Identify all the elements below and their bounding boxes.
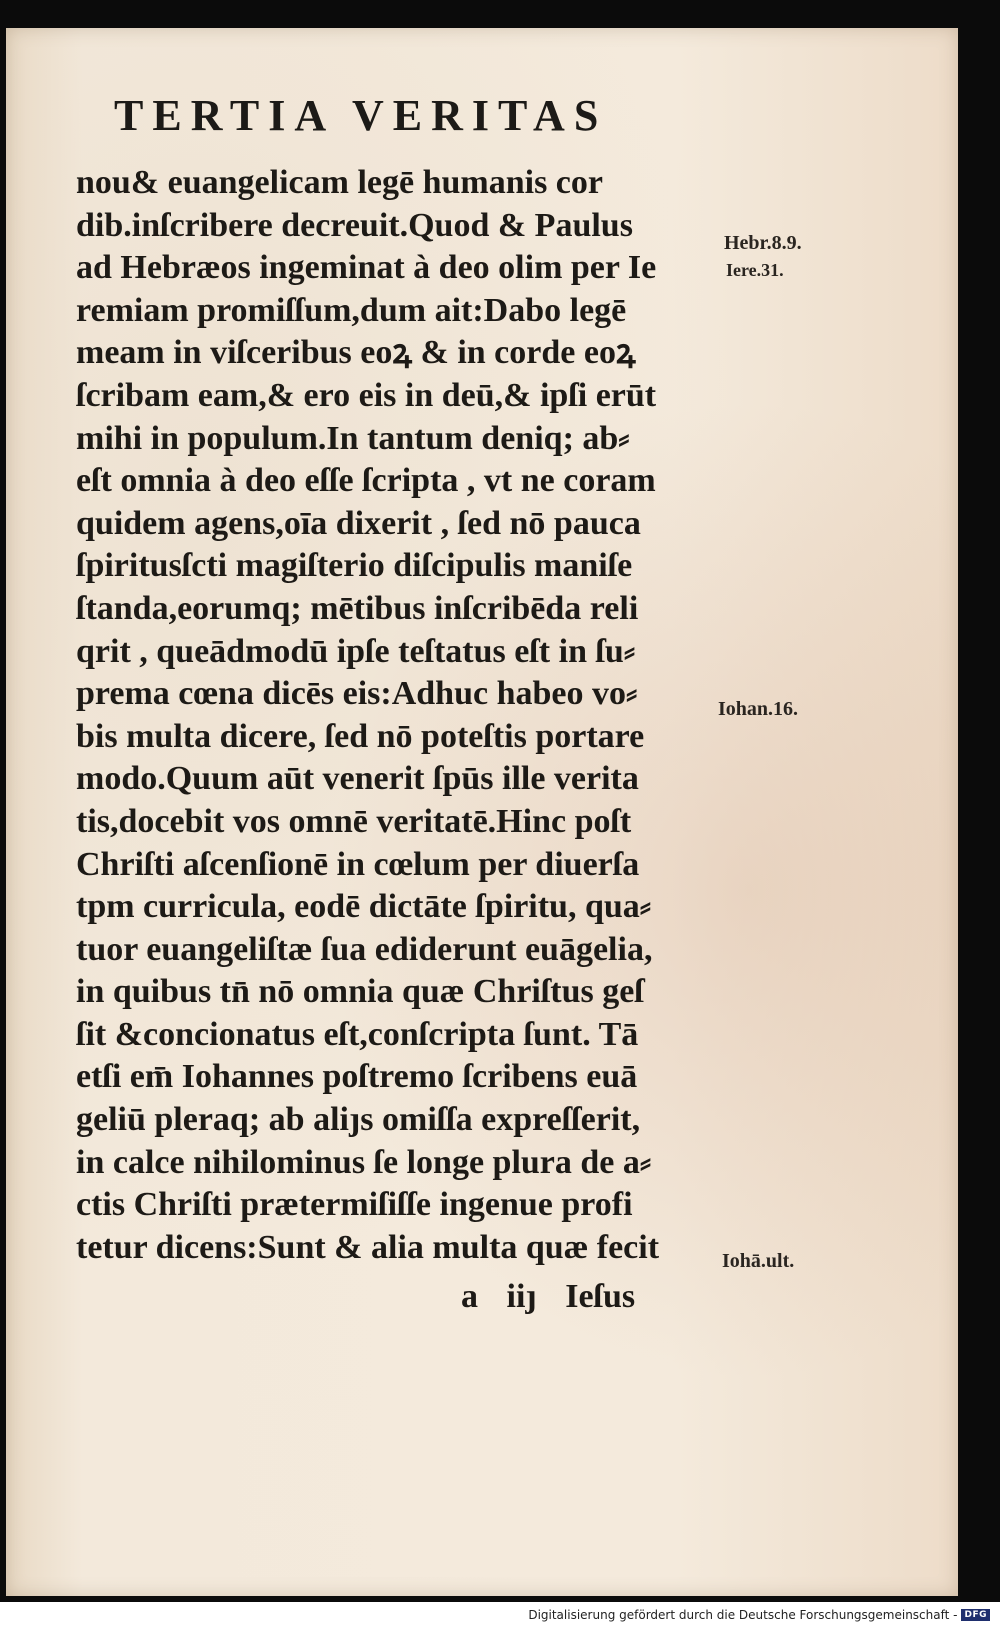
text-line: ad Hebræos ingeminat à deo olim per Ie: [76, 249, 657, 287]
text-line: modo.Quum aūt venerit ſpūs ille verita: [76, 760, 639, 798]
margin-note-iohan16: Iohan.16.: [718, 698, 799, 720]
text-line: in quibus tn̄ nō omnia quæ Chriſtus geſ: [76, 973, 644, 1011]
text-line: remiam promiſſum,dum ait:Dabo legē: [76, 291, 627, 329]
dfg-logo: DFG: [961, 1609, 990, 1621]
text-line: etſi em̄ Iohannes poſtremo ſcribens euā: [76, 1058, 638, 1096]
text-line: ſpiritusſcti magiſterio diſcipulis maniſe: [76, 547, 633, 585]
text-line: tis,docebit vos omnē veritatē.Hinc poſt: [76, 802, 632, 840]
text-line: tetur dicens:Sunt & alia multa quæ fecit: [76, 1228, 660, 1266]
text-line: bis multa dicere, ſed nō poteſtis portare: [76, 717, 645, 755]
text-line: quidem agens,oīa dixerit , ſed nō pauca: [76, 504, 641, 542]
margin-note-hebr: Hebr.8.9.: [724, 232, 802, 254]
text-line: ſit &concionatus eſt,conſcripta ſunt. Tā: [76, 1015, 639, 1053]
text-line: eſt omnia à deo eſſe ſcripta , vt ne coram: [76, 462, 656, 500]
text-line: tpm curricula, eodē dictāte ſpiritu, qua⸗: [76, 888, 652, 926]
book-page: [6, 28, 958, 1596]
body-text: [76, 162, 696, 1269]
text-line: meam in viſceribus eoꝝ & in corde eoꝝ: [76, 334, 636, 372]
catchwords: a iiȷ Ieſus: [461, 1278, 636, 1315]
margin-note-iere: Iere.31.: [726, 260, 784, 280]
text-line: tuor euangeliſtæ ſua ediderunt euāgelia,: [76, 930, 653, 968]
margin-note-iohult: Iohā.ult.: [722, 1250, 795, 1272]
text-line: mihi in populum.In tantum deniq; ab⸗: [76, 419, 630, 457]
running-head: TERTIA VERITAS: [114, 91, 608, 140]
digitization-footer: [528, 1608, 990, 1622]
text-line: prema cœna dicēs eis:Adhuc habeo vo⸗: [76, 675, 638, 713]
text-line: ſtanda,eorumq; mētibus inſcribēda reli: [76, 589, 639, 627]
text-line: qrit , queādmodū ipſe teſtatus eſt in ſu⸗: [76, 632, 636, 670]
text-line: geliū pleraq; ab aliȷs omiſſa expreſſerit,: [76, 1101, 641, 1139]
footer-text: Digitalisierung gefördert durch die Deutsche Forschungsgemeinschaft -: [528, 1608, 958, 1622]
text-line: ctis Chriſti prætermiſiſſe ingenue profi: [76, 1186, 633, 1224]
text-line: Chriſti aſcenſionē in cœlum per diuerſa: [76, 845, 640, 883]
text-line: in calce nihilominus ſe longe plura de a⸗: [76, 1143, 652, 1181]
text-line: dib.inſcribere decreuit.Quod & Paulus: [76, 206, 633, 244]
text-line: ſcribam eam,& ero eis in deū,& ipſi erūt: [76, 376, 657, 414]
text-line: nou& euangelicam legē humanis cor: [76, 164, 603, 201]
